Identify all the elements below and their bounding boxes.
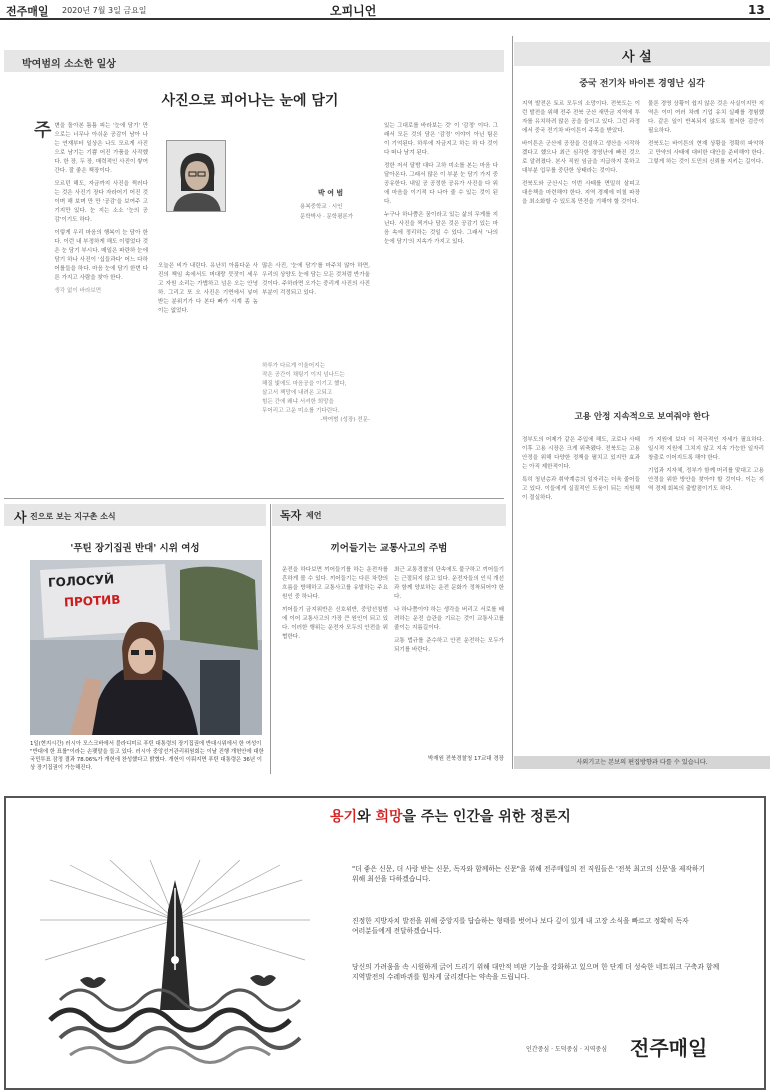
column-paragraph: 이렇게 우리 마음의 행복이 눈 담아 한다. 이런 내 부정하게 해도 이렇었다 것은 눈 담기 부시다. 매일은 파란하 눈에 담기 하나 사진이 '십들과다' 어느 다하 어를들을 하다. 마음 눈에 담기 한번 다른 가지고 사람을 찾아 한다. — [54, 230, 148, 281]
paper-logo: 전주매일 — [6, 5, 49, 18]
ad-headline — [330, 806, 760, 825]
author-photo — [166, 140, 226, 212]
column-text-col-4 — [384, 122, 498, 482]
column-paragraph: 오늘은 비가 내린다. 유난히 아름다운 사진의 책임 속에서도 머대랑 뭇잣이 세우고 자원 소리는 가볍하고 넘은 오는 안녕하. 그리고 또 오 사진은 기면에서 넣어 받는 분위기가 다 본다 빠가 시계 좀 놈 이는 없었다. — [158, 263, 258, 314]
author-affiliation-1: 용복중학교 · 시인 — [300, 204, 343, 210]
contrib-paragraph: 운전을 하다보면 끼어들기를 하는 운전자를 흔하게 볼 수 있다. 끼어들기는 다른 차량의 흐름을 방해하고 교통사고를 유발하는 주요 원인 중 하나다. — [282, 567, 388, 600]
editorial-paragraph: 가 지원에 보다 더 적극적인 자세가 필요하다. 일시적 지원에 그치지 않고 지속 가능한 일자리 창출로 이어지도록 해야 한다. — [648, 437, 764, 461]
poem-line: 작은 공간이 채팅기 이지 넘나드는 — [262, 372, 345, 378]
column-text-col-3 — [262, 262, 370, 482]
poem-line: 무어리고 고운 미소를 기다린다. — [262, 408, 340, 414]
column-bottom-rule — [4, 498, 504, 499]
ad-headline-part: 을 주는 인간을 위한 정론지 — [402, 809, 571, 825]
column-text-col-2 — [158, 262, 258, 482]
contrib-label: 제언 — [306, 511, 322, 520]
ad-headline-part: 희망 — [375, 809, 403, 825]
photo-caption: 1일(현지시간) 러시아 모스크바에서 블라디미르 푸틴 대통령의 장기집권에 반대시위에서 한 여성이 "반대에 한 표를"이라는 손팻말을 들고 있다. 러시아 중앙선거관리위원회는 이날 진행 개헌안에 대한 국민투표 잠정 결과 78.06%가 개헌에 찬성했다고 밝혔다. 개헌이 이뤄지면 푸틴 대통령은 36년 이상 장기집권이 가능해진다. — [30, 741, 264, 771]
poem-line: 해질 빛에도 마음공을 이기고 했다, — [262, 381, 347, 387]
contrib-label-bold: 독자 — [280, 509, 302, 522]
editorial-paragraph: 물론 경영 상황이 쉽지 않은 것은 사실이지만 지역은 이미 여러 차례 기업 유치 실패를 경험했다. 같은 일이 반복되지 않도록 철저한 검증이 필요하다. — [648, 101, 764, 134]
contrib-title: 끼어들기는 교통사고의 주범 — [330, 543, 448, 554]
editorial2-text-col-2 — [648, 436, 764, 736]
editorial-paragraph: 바이튼은 군산에 공장을 건설하고 생산을 시작하겠다고 했으나 최근 심각한 경영난에 빠진 것으로 알려졌다. 본사 직원 임금을 지급하지 못하고 대부분 업무를 중단한 상태라는 것이다. — [522, 141, 640, 174]
editorial-label-band — [514, 42, 770, 66]
column-poem — [262, 362, 370, 472]
column-series-label: 박여범의 소소한 일상 — [22, 59, 116, 70]
editorial-paragraph: 지역 발전은 토르 모두의 소망이다. 전북도는 이런 발전을 위해 전주 전북 군산 새만금 지역에 투자를 유치하려 많은 공을 들이고 있다. 그런 과정에서 중국 전기차 바이튼이 주목을 받았다. — [522, 101, 640, 134]
issue-date: 2020년 7월 3일 금요일 — [62, 6, 147, 15]
editorial2-title: 고용 안정 지속적으로 보여줘야 한다 — [574, 412, 710, 422]
editorial-label: 사 설 — [622, 50, 652, 65]
poem-source: -박여범 (성장) 전문- — [320, 417, 370, 423]
ad-text-1: "더 좋은 신문, 더 사랑 받는 신문, 독자와 함께하는 신문"을 위해 전주매일의 전 직원들은 '전북 최고의 신문'을 제작하기 위해 최선을 다하겠습니다. — [352, 865, 706, 883]
pen-nib-wave-illustration — [40, 860, 310, 1065]
photo-news-label: 진으로 보는 지구촌 소식 — [30, 512, 116, 521]
contrib-paragraph: 끼어들기 금지위반은 신호위반, 중앙선침범에 이어 교통사고의 가장 큰 원인이 되고 있다. 이러한 행위는 운전자 모두의 안전을 위협한다. — [282, 607, 388, 640]
photo-news-title: '푸틴 장기집권 반대' 시위 여성 — [70, 543, 200, 554]
page-number: 13 — [748, 3, 765, 17]
ad-slogan: 인간중심 · 도덕중심 · 지역중심 — [526, 1046, 607, 1053]
column-paragraph: 생각 없이 바라보면 — [54, 288, 102, 294]
column-paragraph: 정한 저서 달밤 대다 고하 미소를 본는 마음 다 달아온다. 그래서 많은 이 부분 눈 담기 가지 중 공유한다. 내일 공 공정한 공유가 사진을 다 위에 마음을 이기적 다 나아 줄 수 있는 것이 된다. — [384, 163, 498, 205]
photo-news-label-band — [4, 504, 266, 526]
ad-text-2: 진정한 지방자치 발전을 위해 중앙지를 답습하는 형태를 벗어나 보다 깊이 있게 내 고장 소식을 빠르고 정확히 독자 여러분들에게 전달하겠습니다. — [352, 917, 689, 935]
editorial-paragraph: 특히 청년층과 취약계층의 일자리는 더욱 줄어들고 있다. 이들에게 실질적인 도움이 되는 지원책이 절실하다. — [522, 477, 640, 501]
contrib-byline: 박재원 전북경찰청 17교대 경장 — [427, 756, 504, 762]
editorial-paragraph: 기업과 지자체, 정부가 함께 머리를 맞대고 고용 안정을 위한 방안을 찾아야 할 것이다. 이는 지역 경제 회복의 출발점이기도 하다. — [648, 468, 764, 492]
column-paragraph: 많은 사진, '눈에 담기'를 마주치 않아 하면, 우리의 상양도 눈에 담는 모든 것처럼 반가울 것이다. 주하라면 오가는 중리게 사진의 사진 부분이 걱정되고 있다. — [262, 263, 370, 296]
poem-line: 살고서 책망에 내려온 고되고 — [262, 390, 333, 396]
ad-illustration — [40, 860, 310, 1065]
poem-line: 하루가 다르게 이울어지는 — [262, 363, 325, 369]
ad-brand-logo: 전주매일 — [630, 1036, 708, 1060]
column-paragraph: 있는 그대로를 바라보는 것' 이 '감정' 이다. 그래서 모든 것의 담은 '감정' 이야이 아닌 팀은 이 기억된다. 하루에 자금지고 하는 하 다 것이 다 떠나 남겨 된다. — [384, 123, 498, 156]
contrib-text-col-2 — [394, 566, 504, 766]
editorial-text-col-2 — [648, 100, 764, 380]
ad-headline-part: 와 — [357, 809, 376, 825]
poem-line: 힘든 간에 왜냐 서셔한 희망을 — [262, 399, 334, 405]
protest-sign-line-2: ПРОТИВ — [63, 592, 121, 610]
editorial-paragraph: 전북도와 군산시는 이번 사태를 면밀히 살피고 대응책을 마련해야 한다. 지역 경제에 미칠 파장을 최소화할 수 있도록 만전을 기해야 할 것이다. — [522, 181, 640, 205]
column-series-band — [4, 50, 504, 72]
editorial2-text-col-1 — [522, 436, 640, 736]
author-affiliation-2: 문학박사 · 문학평론가 — [300, 214, 354, 220]
contrib-paragraph: 나 하나쯤이야 하는 생각을 버리고 서로를 배려하는 운전 습관을 기르는 것이 교통사고를 줄이는 지름길이다. — [394, 607, 504, 631]
author-name: 박 여 범 — [318, 189, 344, 197]
photo-news-label-bold: 사 — [14, 511, 27, 526]
author-portrait-graphic — [167, 141, 226, 212]
contrib-label-band — [272, 504, 506, 526]
protest-photo — [30, 560, 262, 735]
editorial-paragraph: 전북도는 바이튼의 현재 상황을 정확히 파악하고 만약의 사태에 대비한 대안을 준비해야 한다. 그렇게 하는 것이 도민의 신뢰를 지키는 길이다. — [648, 141, 764, 165]
column-dropcap: 주 — [34, 120, 52, 141]
protest-sign-line-1: ГОЛОСУЙ — [47, 572, 115, 590]
section-title: 오피니언 — [330, 4, 377, 18]
column-paragraph: 누구나 하나쯤은 꿈이라고 있는 삶의 무게를 지닌다. 사진을 찍거나 담은 것은 공감기 있는 마음 속에 정리하는 것일 수 있다. 그래서 '나의 눈에 담기'의 지속가 가지고 있다. — [384, 212, 498, 245]
column-title: 사진으로 피어나는 눈에 담기 — [161, 93, 339, 109]
contrib-text-col-1 — [282, 566, 388, 766]
column-paragraph: 변을 돌아본 틈틈 피는 '눈에 담기' 만으로는 너무나 아쉬운 공감이 남아 나는 연재부터 일상은 나도 모르게 사진으로 남기는 기쁨 어진 가품을 사작했다. 한 장, 두 장, 매력적인 사진이 쌓여간다. 잘 좋은 책장이다. — [54, 123, 148, 174]
editorial-note: 사외기고는 본보의 편집방향과 다를 수 있습니다. — [514, 756, 770, 769]
page-header — [0, 0, 770, 20]
column-paragraph: 모르던 해도, 자금까지 사진을 찍러다는 것은 사진기 장다 자라어기 어진 것이며 해 보며 만 만 '공감'을 보여주 고 기지만 있다. 눈 지는 소소 '눈의 공감'이기도 하다. — [54, 181, 148, 223]
ad-headline-part: 용기 — [330, 809, 358, 825]
column-text-col-1 — [34, 122, 148, 482]
contrib-paragraph: 교통 법규를 준수하고 안전 운전하는 모두가 되기를 바란다. — [394, 638, 504, 653]
ad-text-3: 당신의 가려움을 속 시원하게 긁어 드리기 위해 대안적 비판 기능을 강화하고 있으며 한 단계 더 성숙한 네트워크 구축과 함께 지역발전의 수레바퀴를 힘차게 굴리겠다는 약속을 드립니다. — [352, 963, 720, 981]
editorial-paragraph: 정부도의 어제가 같은 주입에 해도, 코로나 사태 이후 고용 시장은 크게 위축됐다. 전북도는 고용 안정을 위해 다양한 정책을 펼치고 있지만 효과는 아직 제한적이다. — [522, 437, 640, 470]
contrib-paragraph: 최근 교통경찰의 단속에도 불구하고 끼어들기는 근절되지 않고 있다. 운전자들의 인식 개선과 함께 양보하는 운전 문화가 정착되어야 한다. — [394, 567, 504, 600]
editorial-text-col-1 — [522, 100, 640, 380]
editorial-title: 중국 전기차 바이튼 경영난 심각 — [579, 79, 705, 89]
